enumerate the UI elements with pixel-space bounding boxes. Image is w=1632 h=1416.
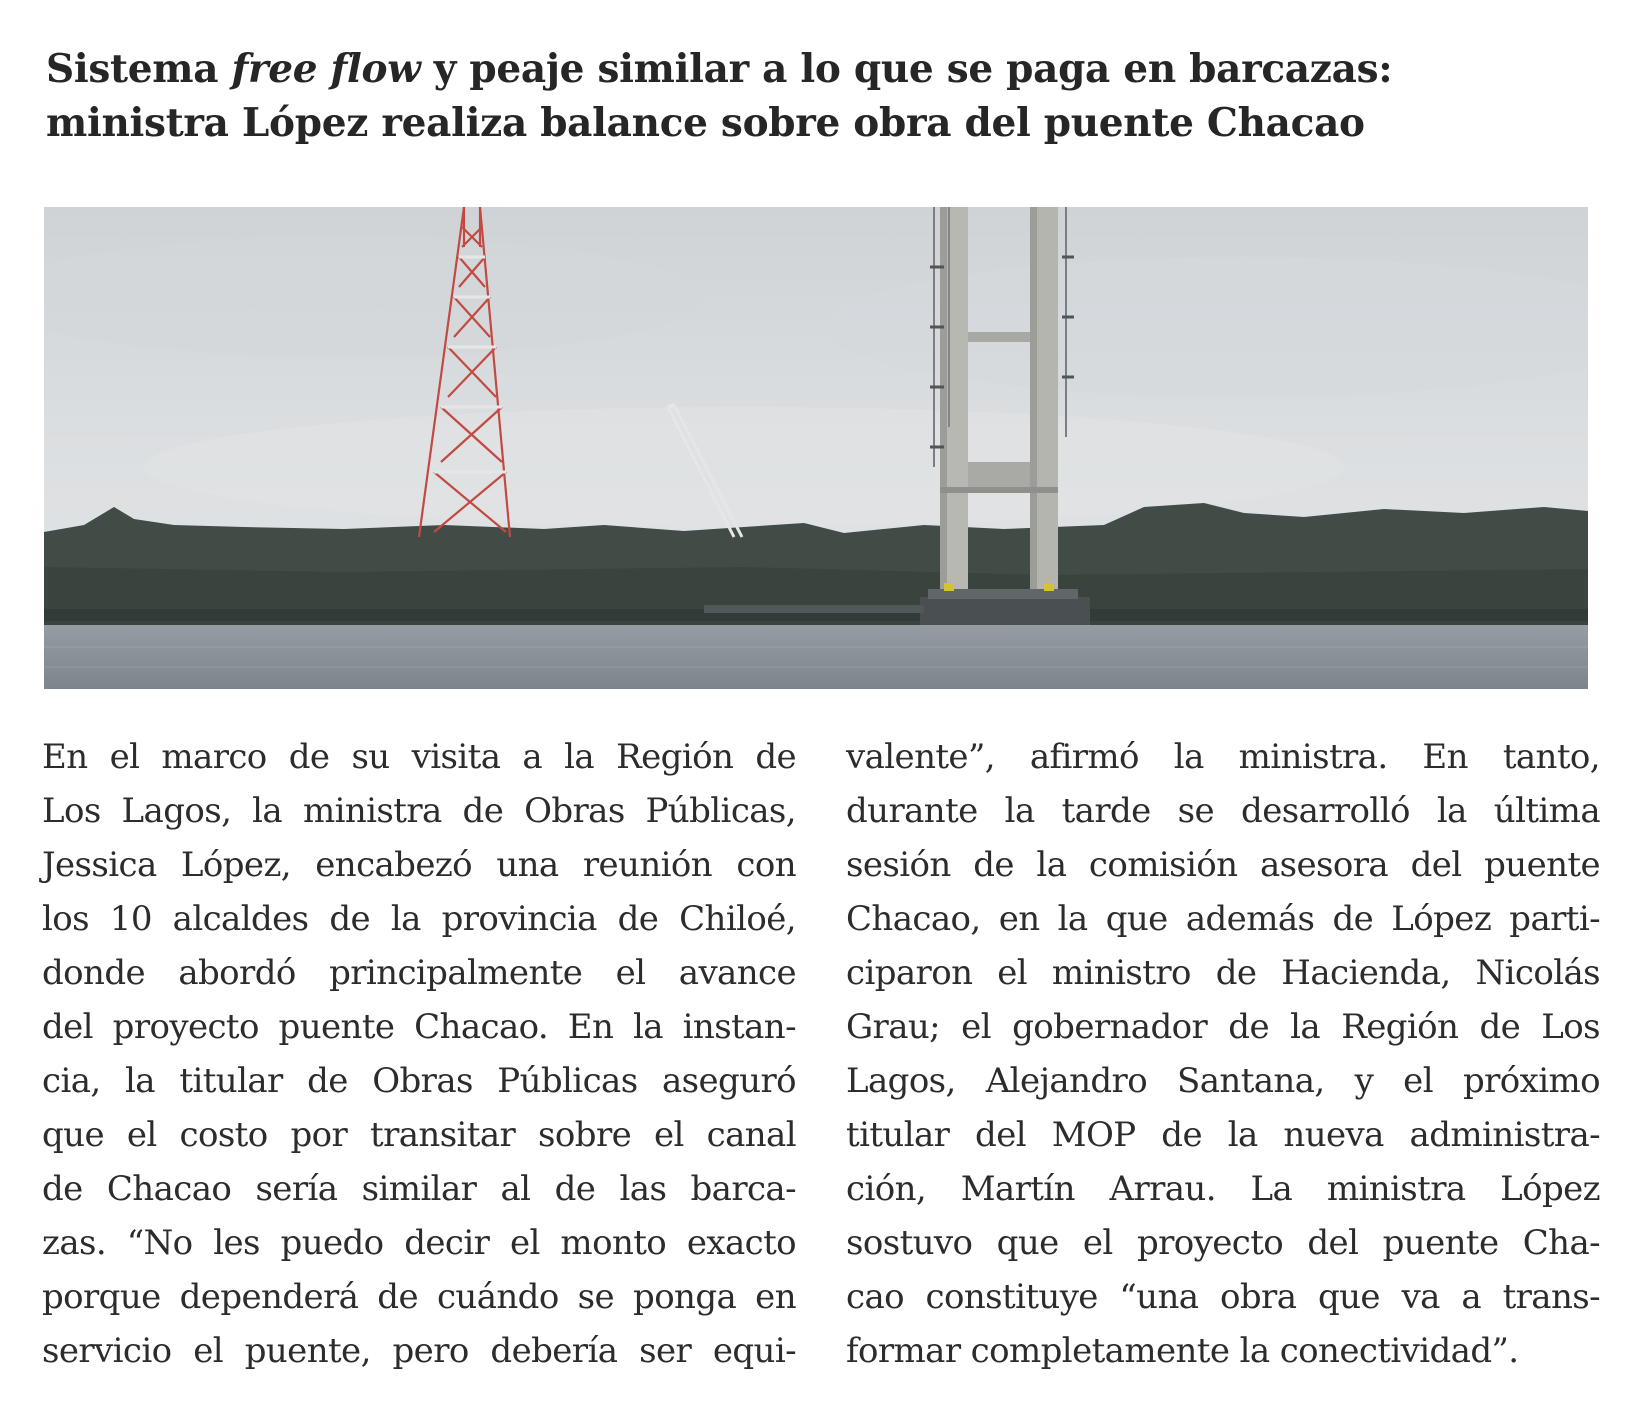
- text-line: valente”, afirmó la ministra. En tanto,: [846, 737, 1600, 777]
- headline: [46, 42, 1606, 150]
- column-left: [42, 730, 796, 1378]
- text-line: sesión de la comisión asesora del puente: [846, 845, 1600, 885]
- text-line: de Chacao sería similar al de las barca-: [42, 1169, 796, 1209]
- text-line: sostuvo que el proyecto del puente Cha-: [846, 1223, 1600, 1263]
- text-line: servicio el puente, pero debería ser equi-: [42, 1331, 796, 1371]
- text-line: Chacao, en la que además de López parti-: [846, 899, 1600, 939]
- text-line: formar completamente la conectividad”.: [846, 1331, 1519, 1371]
- text-line: donde abordó principalmente el avance: [42, 953, 796, 993]
- text-line: Grau; el gobernador de la Región de Los: [846, 1007, 1600, 1047]
- text-line: del proyecto puente Chacao. En la instan-: [42, 1007, 796, 1047]
- text-line: cia, la titular de Obras Públicas aseguró: [42, 1061, 796, 1101]
- text-line: ción, Martín Arrau. La ministra López: [846, 1169, 1600, 1209]
- article-body: [42, 730, 1600, 1380]
- headline-part-1: Sistema: [46, 46, 232, 92]
- text-line: Lagos, Alejandro Santana, y el próximo: [846, 1061, 1600, 1101]
- text-line: ciparon el ministro de Hacienda, Nicolás: [846, 953, 1600, 993]
- text-line: durante la tarde se desarrolló la última: [846, 791, 1600, 831]
- article-photo: [44, 207, 1588, 689]
- headline-part-2: y peaje similar a lo que se paga en barcazas:: [420, 46, 1393, 92]
- text-line: Jessica López, encabezó una reunión con: [42, 845, 796, 885]
- text-line: titular del MOP de la nueva administra-: [846, 1115, 1600, 1155]
- text-line: cao constituye “una obra que va a trans-: [846, 1277, 1600, 1317]
- headline-italic: free flow: [231, 46, 421, 92]
- bridge-photo-illustration: [44, 207, 1588, 689]
- text-line: Los Lagos, la ministra de Obras Públicas,: [42, 791, 796, 831]
- text-line: porque dependerá de cuándo se ponga en: [42, 1277, 796, 1317]
- water: [44, 625, 1588, 689]
- barge: [704, 605, 924, 613]
- text-line: En el marco de su visita a la Región de: [42, 737, 796, 777]
- column-right: [846, 730, 1600, 1378]
- headline-line-1: [46, 42, 1606, 96]
- text-line: zas. “No les puedo decir el monto exacto: [42, 1223, 796, 1263]
- text-line: los 10 alcaldes de la provincia de Chiloé,: [42, 899, 796, 939]
- text-line: que el costo por transitar sobre el canal: [42, 1115, 796, 1155]
- headline-line-2: ministra López realiza balance sobre obra del puente Chacao: [46, 100, 1365, 146]
